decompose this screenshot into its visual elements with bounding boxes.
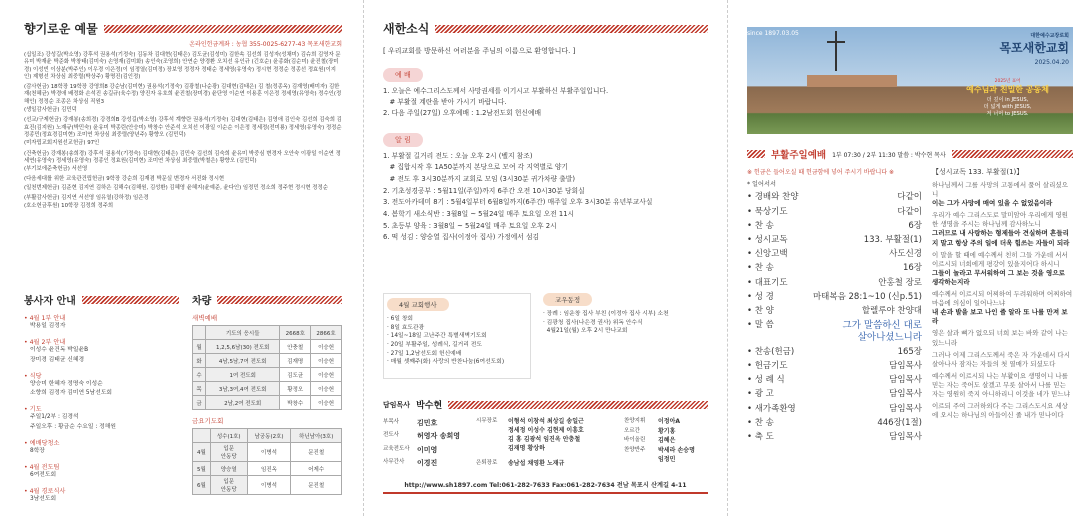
order-row [747,179,922,190]
order-label: * 일어서서 [747,181,776,188]
car-section [192,292,342,495]
welcome-text: [ 우리교회를 방문하신 여러분을 주님의 이름으로 환영합니다. ] [383,47,576,55]
order-row [747,402,922,416]
rep-cell: 입문 안동당 [210,476,247,495]
staff-hatch [448,401,708,409]
order-value: 사도신경 [889,249,922,260]
order-value: 담임목사 [889,375,922,386]
service-hatch [82,296,179,304]
order-label: • 찬 양 [747,305,774,316]
senior-pastor: 박수현 [416,401,443,411]
order-row [747,205,922,219]
reading-list [932,181,1073,420]
reading-title: 【성시교독 133. 부활절(1)】 [932,168,1024,176]
elders: 이형석 이창석 최상길 송일근 정세정 이성수 김현제 이흥호 김 홍 김광석 임진옥 안충철 김재명 황상하 [508,418,584,452]
order-value: 그가 말씀하신 대로 살아나셨느니라 [842,320,922,343]
order-value: 165장 [897,346,922,357]
bulletin-date: 2025.04.20 [1034,59,1069,66]
order-row [747,261,922,275]
offering-list [24,52,342,211]
rep-head-cell [193,429,211,443]
car-head-cell: 2866호 [311,326,342,340]
events-title: 4월 교회행사 [387,298,449,311]
church-photo [747,27,1073,134]
service-body: 양승미 한혜자 정명숙 이성순 소향희 김정자 김미연 5남선도회 [30,380,113,397]
reading-leader: 영은 살과 뼈가 없으되 너희 보는 바와 같이 나는 있느니라 [932,329,1068,347]
rep-head-row [193,429,342,443]
car-cell: 황정오 [280,382,311,396]
service-heading: • 4월 1부 안내 [24,315,66,322]
order-row [747,430,922,444]
order-row [747,247,922,261]
news-box-title: 교우동정 [543,293,592,306]
reading-people: 그들이 놀라고 무서워하여 그 보는 것을 영으로 생각하는지라 [932,268,1065,286]
service-list [24,313,179,505]
since: since 1897.03.05 [747,30,799,37]
staff-row [383,444,468,457]
rep-head-cell: 하닌남아(3호) [291,429,342,443]
choir-list [624,417,704,470]
order-row [747,290,922,304]
order-row [747,359,922,373]
choir-row [624,436,704,446]
order-value: 다같이 [897,206,922,217]
reading-people: 내 손과 발을 보고 나인 줄 알라 또 나를 만져 보라 [932,308,1068,326]
order-value: 안홍철 장로 [878,277,922,288]
worship-list [383,86,708,119]
staff-role: 사무간사 [383,458,405,465]
staff-row [383,457,468,470]
car-table [192,325,342,410]
car-head-cell: 2668호 [280,326,311,340]
cross-icon [835,31,837,71]
choir-name: 황기홍 [658,427,676,435]
event-item: · 매월 셋째주(화) 사랑의 반찬나눔(6여선도회) [387,359,505,366]
offer-thousand: (일천번제헌금) 김준현 김지연 김하은 김해수(김해원, 김성환) 김혜영 윤혜지(윤예준, 윤다인) 임정민 정소희 정주현 정시현 정정순 [24,184,328,191]
event-item: · 8일 효도관광 [387,324,425,331]
order-value: 할렐루야 찬양대 [861,305,922,316]
worship-header [747,147,1073,161]
rep-cell: 입문 안동당 [210,443,247,462]
retired-label: 은퇴장로 [476,460,498,466]
car-head-cell: 기도의 응시들 [206,326,280,340]
order-col [747,167,922,444]
rep-cell: 5월 [193,462,211,476]
worship-title: 부활주일예배 [771,150,827,161]
rep-cell: 문진철 [291,443,342,462]
order-label: • 신앙고백 [747,249,788,260]
rep-head-cell: 성수(1호) [210,429,247,443]
theme-sub: 더 깊이 in JESUS, 더 넓게 with JESUS, 저 너머 to JESUS. [983,97,1032,118]
staff-row [383,417,468,430]
worship-item: 2. 다음 주일(27일) 오후예배 : 1.2남전도회 헌신예배 [383,108,542,117]
church-logo [999,32,1069,66]
staff-section [383,398,708,494]
news-hatch [435,25,708,33]
car-cell: 3남,3여,4여 전도회 [206,382,280,396]
order-row [747,276,922,290]
staff-role: 부목사 [383,419,399,425]
notice-item: 3. 전도아카데미 8기 : 5월4일부터 6월8일까지(6주간) 매주일 오후 3시30분 유년부교사실 [383,198,653,207]
order-label: • 찬 송 [747,417,774,428]
rep-cell: 임진옥 [247,462,291,476]
church-name: 목포새한교회 [999,41,1069,55]
car-cell: 박창수 [280,396,311,410]
order-row [747,304,922,318]
rep-row [193,462,342,476]
order-row [747,190,922,204]
order-label: • 찬송(헌금) [747,346,795,357]
car-cell: 4남,5남,7여 전도회 [206,354,280,368]
event-item: · 14일~18일 고난주간 특별새벽기도회 [387,333,487,340]
car-title: 차량 [192,296,212,307]
rep-table [192,428,342,495]
rep-cell: 어제수 [291,462,342,476]
order-value: 마태복음 28:1~10 (신p.51) [812,291,922,302]
order-label: • 대표기도 [747,277,788,288]
event-item: · 27일 1,2남선도회 헌신예배 [387,350,462,357]
notice-list [383,151,708,245]
car-cell: 목 [193,382,206,396]
choir-name: 이정아A [658,418,681,425]
reading-col [932,167,1073,444]
staff-role: 전도사 [383,432,399,439]
event-item: · 6일 창회 [387,316,414,322]
car-cell: 이승헌 [311,382,342,396]
choir-role: 찬양반주 [624,446,646,453]
choir-row [624,427,704,437]
notice-item: 6. 떡 성김 : 양승열 집사(이정아 집사) 가정에서 섬김 [383,233,540,242]
service-heading: • 4월 전도팀 [24,464,60,472]
car-cell: 수 [193,368,206,382]
car-subtitle: 새벽예배 [192,314,218,322]
staff-name: 이미영 [417,445,438,454]
offer-birthday: (생일감사헌금) 김민덕 [24,107,77,114]
order-value: 담임목사 [889,432,922,443]
order-row [747,318,922,345]
reading-leader: 하나님께서 그를 사망의 고통에서 풀어 살리셨으니 [932,181,1068,199]
reading-leader: 이 말을 할 때에 예수께서 친히 그들 가운데 서서 이르시되 너희에게 평강이 있을지어다 하시니 [932,250,1068,268]
rep-cell: 6월 [193,476,211,495]
bank-note: 온라인헌금계좌 : 농협 355-0025-6277-43 목포새한교회 [189,41,342,48]
order-value: 446장(1절) [877,417,922,428]
worship-item: # 부활절 계란을 받아 가시기 바랍니다. [383,97,507,106]
order-label: • 묵상기도 [747,206,788,217]
rep-cell: 이병석 [247,443,291,462]
news-box [543,293,708,379]
service-body: 6여전도회 [30,472,57,479]
order-value: 담임목사 [889,389,922,400]
order-label: • 찬 송 [747,220,774,231]
footer: http://www.sh1897.com Tel:061-282-7633 Fax:061-282-7634 전남 목포시 산계길 4-11 [383,480,708,494]
order-label: • 새가족환영 [747,403,796,414]
service-section [24,292,179,505]
choir-role: 오르간 [624,427,640,434]
rep-row [193,443,342,462]
order-label: • 광 고 [747,389,774,400]
service-heading: • 기도 [24,406,42,414]
rep-cell: 이병석 [247,476,291,495]
car-cell: 1여 전도회 [206,368,280,382]
event-item: · 20일 부활주일, 성례식, 길거리 전도 [387,342,482,349]
choir-row [624,446,704,465]
car-cell: 2남,2여 전도회 [206,396,280,410]
offering-title: 향기로운 예물 [24,22,98,36]
notice-item: 4. 봄학기 새소식반 : 3월8일 ~ 5월24일 매주 토요일 오전 11시 [383,210,575,219]
order-value: 다같이 [897,192,922,203]
notice-item: # 전도 후 3시30분까지 교회로 모임 (3시30분 귀가차량 출발) [383,175,576,183]
order-row [747,373,922,387]
church-sub: 대한예수교장로회 [1030,33,1069,39]
reading-leader: 우리가 예수 그리스도로 말미암아 우리에게 영원한 생명을 주시는 하나님께 감사하노니 [932,211,1068,229]
service-heading: • 4월 2부 안내 [24,339,66,347]
notice-item: # 집합시작 후 1A50분까지 본당으로 모여 각 지역별로 양기 [383,163,568,172]
car-cell: 김재명 [280,354,311,368]
offer-tithe: (십일조) 강성길(박소영) 강후석 권용석(기정숙) 김동차 김대현(김태은) 김도균(김성미) 김한속 김선희 김성자(성채미) 김슈희 김영자 문유미 박재윤 박준화 박창태(김미숙) 손영재(김미화) 송인숙(조영희) 안연순 양경환 오치선 유인규 (긴호순) 윤종화(김순미) 윤진철(장미경) 이성빈 이상분(박주인) 이우경 이은정(이 임정열(김미정) 장보영 정정자 정태순 정세영(유영숙) 정시현 정정순 정종선 정효원(이지인) 제형선 차상심 최중렬(박상주) 황명진(김인정) [24,52,341,80]
car-cell: 화 [193,354,206,368]
offer-building2: (부기보에준축헌금) 서선영 [24,166,88,173]
worship-note: ※ 헌금은 들어오실 때 헌금함에 넣어 주시기 바랍니다 ※ [747,169,895,176]
order-label: • 경배와 찬양 [747,192,799,203]
car-row [193,382,342,396]
right-panel [747,0,1073,516]
rep-row [193,476,342,495]
rep-cell: 양승열 [210,462,247,476]
order-label: • 성 례 식 [747,375,785,386]
service-body: 3남선도회 [30,496,57,503]
offer-education: (다음세대를 위한 교육관건립헌금) 9학장 강순희 김재겸 박문실 변경자 서진화 정시현 [24,176,225,183]
staff-name: 이경진 [417,458,438,467]
staff-row [383,430,468,443]
service-body: 8학장 [30,447,45,454]
offer-care: (호소헌금후원) 10학장 김정희 정주희 [24,203,114,210]
events-list [387,315,527,367]
order-label: • 성시교독 [747,235,788,245]
reading-leader: 예수께서 이르시되 나는 부활이요 생명이니 나를 믿는 자는 죽어도 살겠고 무릇 살아서 나를 믿는 자는 영원히 죽지 아니하리니 이것을 네가 믿느냐 [932,371,1070,398]
order-row [747,233,922,247]
choir-row [624,417,704,427]
car-cell: 김도균 [280,368,311,382]
service-heading: • 4월 경로식사 [24,488,66,496]
reading-leader: 예수께서 이르시되 어찌하여 두려워하며 어찌하여 마음에 의심이 일어나느냐 [932,290,1073,308]
car-row [193,354,342,368]
order-row [747,416,922,430]
order-label: • 헌금기도 [747,361,788,372]
reading-leader: 이르되 주여 그러하외다 주는 그리스도시요 세상에 오시는 하나님의 아들이신 줄 내가 믿나이다 [932,402,1068,420]
retired: 송남섭 채영환 노재규 [508,460,565,467]
elders-label: 시무장로 [476,418,498,424]
order-value: 6장 [908,220,922,231]
order-value: 담임목사 [889,403,922,414]
choir-name: 김혜은 [658,437,676,445]
service-body: 이성수 윤건독 박일윤B 장미경 김태균 신혜경 [30,347,89,363]
order-value: 16장 [902,263,922,274]
car-cell: 안충철 [280,340,311,354]
news-item: 4월21일(월) 오후 2시 만나교회 [543,328,628,335]
left-panel [24,0,342,516]
news-item: · 장례 : 임운창 집사 부친 (이정아 집사 시부) 소천 [543,311,669,317]
news-box-list [543,310,708,336]
order-row [747,345,922,359]
rep-subtitle: 금요기도회 [192,417,224,425]
news-title: 새한소식 [383,22,430,36]
car-row [193,368,342,382]
service-heading: • 식당 [24,372,42,380]
car-row [193,340,342,354]
offer-mission: (선교/구제헌금) 강재봉(송희경) 강경희B 강성길(박소영) 강후석 계향란 권용석(기정숙) 김대현(김태은) 김영애 김인숙 김선희 김숙희 김효진(김지원) 노재규(박민숙) 윤유미 박종린(안승미) 박창수 안준석 오치선 이광일 이순순 이은정 정세정(전미룡) 정세영(유영숙) 정정순 정종민(정효경김미현) 조미연 차상심 최중렬(양년주) 황향오 (김민덕) [24,117,342,138]
notice-item: 2. 기초성경공부 : 5월11일(주일)까지 6주간 오전 10시30분 당회실 [383,186,585,195]
news-item: · 김광청 집사(나은경 권사) 위독 안수식 [543,319,643,326]
staff-label: 담임목사 [383,400,411,409]
car-cell: 1,2,5,6남(30) 전도회 [206,340,280,354]
notice-pill: 알 림 [383,133,708,147]
theme-block [966,78,1049,118]
staff-name: 허영자 송희영 [417,432,461,441]
service-title: 봉사자 안내 [24,296,76,307]
reading-leader: 그러나 이제 그리스도께서 죽은 자 가운데서 다시 살아나사 잠자는 자들의 첫 열매가 되셨도다 [932,350,1070,368]
rep-head-cell: 남궁동(2호) [247,429,291,443]
service-heading: • 예배당청소 [24,439,60,447]
car-cell: 월 [193,340,206,354]
car-head-blank [193,326,206,340]
choir-role: 바이올린 [624,437,646,444]
car-cell: 금 [193,396,206,410]
car-hatch [217,296,342,304]
staff-list [383,417,468,470]
title-hatch [104,25,342,33]
rep-cell: 문진철 [291,476,342,495]
offering-heading [24,20,342,37]
middle-panel [383,0,708,516]
notice-item: 1. 부활절 길거리 전도 : 오늘 오후 2시 (벨지 참조) [383,151,533,160]
theme-label: 2025년 표어 [994,79,1021,84]
service-body: 주일1/2부 : 김경석 주일오후 : 황금순 수요일 : 정해원 [30,414,116,430]
reading-people: 그러므로 내 사랑하는 형제들아 견실하며 흔들리지 말고 항상 주의 일에 더욱 힘쓰는 자들이 되라 [932,229,1070,247]
worship-pill: 예 배 [383,68,708,82]
order-label: • 성 경 [747,291,774,302]
notice-item: 5. 초등부 양육 : 3월8일 ~ 5월24일 매주 토요일 오후 2시 [383,221,557,230]
car-cell: 이승헌 [311,396,342,410]
order-row [747,387,922,401]
worship-item: 1. 오늘은 예수그리스도께서 사망권세를 이기시고 부활하신 부활주일입니다. [383,87,609,95]
elders-block [476,417,616,470]
car-head-row [193,326,342,340]
order-label: • 축 도 [747,432,774,443]
car-cell: 이승헌 [311,368,342,382]
order-label: • 말 씀 [747,320,774,331]
offer-support: (미자립교회지원선교헌금) 97인 [24,140,100,147]
order-value: 133. 부활절(1) [863,235,922,245]
offer-easter: (부활감사헌금) 김지연 서선영 임유열(강하정) 임은경 [24,195,149,202]
reading-people: 이는 그가 사망에 매여 있을 수 없었음이라 [932,199,1053,208]
worship-time: 1부 07:30 / 2부 11:30 말씀 : 박수현 목사 [832,151,946,159]
car-cell: 이승헌 [311,340,342,354]
offer-building: (건축헌금) 강재봉(송희경) 강후석 권용석(기정숙) 김대현(김태은) 김민숙 김선희 김숙희 윤유미 박중심 변경자 오안숙 이광일 이순연 정세연(유영숙) 정세영(유영숙) 정종인 정효원(김미현) 조미연 차상심 최중렬(박철은) 황향오 (김민덕) [24,150,341,164]
rep-cell: 4월 [193,443,211,462]
service-body: 박용일 김정자 [30,323,66,329]
car-row [193,396,342,410]
choir-name: 박세라 손승명 임정민 [658,446,695,464]
worship-order [747,179,922,444]
events-box [383,293,531,379]
staff-role: 교육전도사 [383,445,410,452]
choir-role: 찬양지휘 [624,418,646,424]
order-row [747,219,922,233]
car-cell: 이승헌 [311,354,342,368]
staff-name: 김민호 [417,419,438,427]
order-value: 담임목사 [889,361,922,372]
offer-thanks: (감사헌금) 18학장 19학장 강영희8 강순남(김미현) 권용석(기정숙) 김광철(나순광) 김대현(김태은) 김 철(정종옥) 김재영(배미자) 김한재(천혜균) 박경애 배정화 손석진 송길규(육수정) 양진자 유호희 윤진철(장미경) 윤단영 이순연 이용훈 이은정 정세영(유영숙) 정수인(정해인) 정정순 조종은 차상심 직원3 [24,84,342,105]
theme-main: 예수님과 친밀한 공동체 [966,85,1049,94]
order-label: • 찬 송 [747,263,774,274]
